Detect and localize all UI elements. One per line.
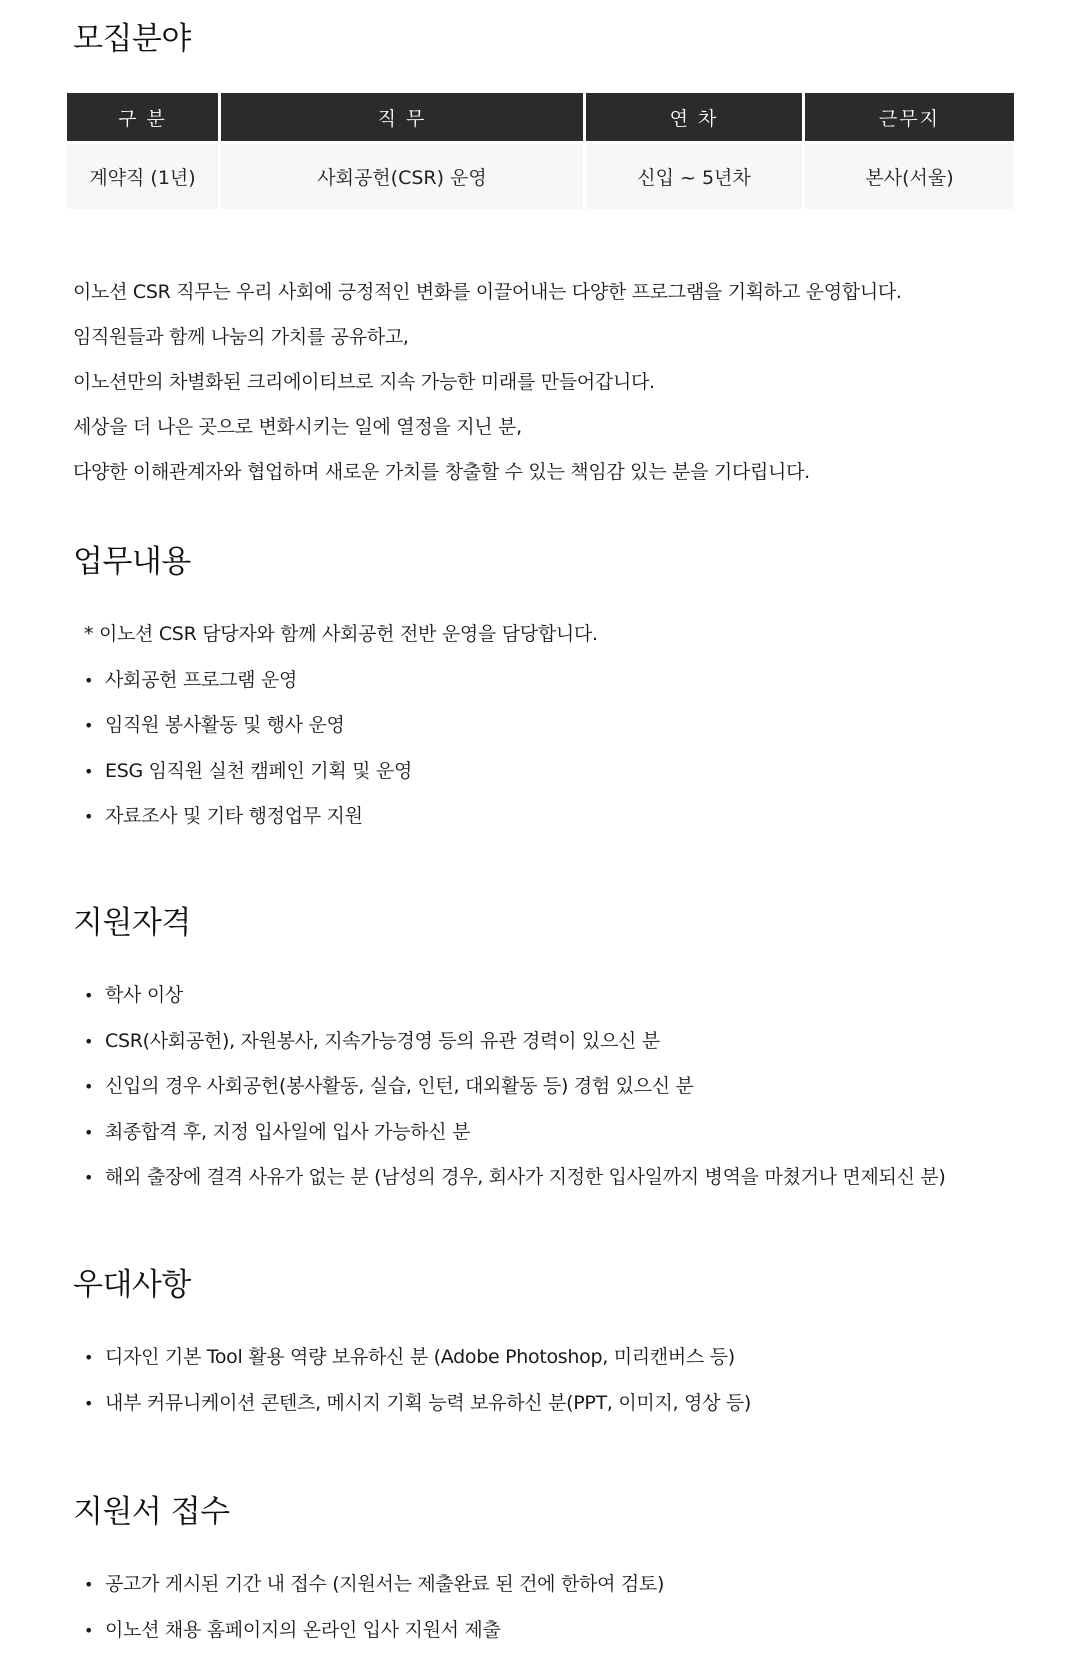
preferred-list <box>84 1335 1044 1426</box>
list-item-text: 내부 커뮤니케이션 콘텐츠, 메시지 기획 능력 보유하신 분(PPT, 이미지, 영상 등) <box>105 1391 752 1414</box>
bullet-icon: • <box>84 986 94 1005</box>
intro-line: 임직원들과 함께 나눔의 가치를 공유하고, <box>73 326 409 348</box>
cell-job: 사회공헌(CSR) 운영 <box>221 141 583 209</box>
list-item-text: 최종합격 후, 지정 입사일에 입사 가능하신 분 <box>105 1120 471 1143</box>
list-item <box>84 1335 1044 1381</box>
section-title-application: 지원서 접수 <box>73 1494 230 1530</box>
list-item-text: 학사 이상 <box>105 984 183 1006</box>
list-item <box>84 703 1044 749</box>
section-title-recruit: 모집분야 <box>73 21 191 57</box>
list-item-text: 해외 출장에 결격 사유가 없는 분 (남성의 경우, 회사가 지정한 입사일까지 병역을 마쳤거나 면제되신 분) <box>105 1166 946 1188</box>
intro-line: 이노션만의 차별화된 크리에이티브로 지속 가능한 미래를 만들어갑니다. <box>73 371 655 393</box>
application-list <box>84 1562 1044 1653</box>
bullet-icon: • <box>84 716 94 735</box>
bullet-icon: • <box>84 1031 94 1051</box>
cell-location: 본사(서울) <box>805 141 1014 209</box>
bullet-icon: • <box>84 1168 94 1187</box>
intro-line: 다양한 이해관계자와 협업하며 새로운 가치를 창출할 수 있는 책임감 있는 분을 기다립니다. <box>73 461 810 483</box>
section-title-preferred: 우대사항 <box>73 1267 191 1303</box>
bullet-icon: • <box>84 807 94 826</box>
list-item <box>84 1155 1044 1201</box>
bullet-icon: • <box>84 1122 94 1142</box>
bullet-icon: • <box>84 670 94 690</box>
list-item <box>84 1019 1044 1065</box>
list-item <box>84 973 1044 1019</box>
header-experience: 연 차 <box>586 93 802 141</box>
list-item <box>84 1381 1044 1427</box>
list-item <box>84 1608 1044 1654</box>
bullet-icon: • <box>84 1077 94 1096</box>
list-item-text: 공고가 게시된 기간 내 접수 (지원서는 제출완료 된 건에 한하여 검토) <box>105 1573 665 1595</box>
list-item <box>84 1562 1044 1608</box>
list-item <box>84 658 1044 704</box>
bullet-icon: • <box>84 1393 94 1413</box>
bullet-icon: • <box>84 1575 94 1594</box>
header-location: 근무지 <box>805 93 1014 141</box>
list-item-text: CSR(사회공헌), 자원봉사, 지속가능경영 등의 유관 경력이 있으신 분 <box>105 1029 660 1052</box>
section-title-qualifications: 지원자격 <box>73 905 191 941</box>
qualifications-list <box>84 973 1044 1201</box>
section-title-duties: 업무내용 <box>73 544 191 580</box>
cell-experience: 신입 ~ 5년차 <box>586 141 802 209</box>
list-item-text: ESG 임직원 실천 캠페인 기획 및 운영 <box>105 759 413 782</box>
bullet-icon: • <box>84 761 94 781</box>
intro-line: 세상을 더 나은 곳으로 변화시키는 일에 열정을 지닌 분, <box>73 416 522 438</box>
bullet-icon: • <box>84 1620 94 1640</box>
list-item-text: 디자인 기본 Tool 활용 역량 보유하신 분 (Adobe Photoshop, 미리캔버스 등) <box>105 1346 735 1368</box>
list-item-text: 사회공헌 프로그램 운영 <box>105 668 298 691</box>
table-row <box>67 141 1014 209</box>
list-item-text: 신입의 경우 사회공헌(봉사활동, 실습, 인턴, 대외활동 등) 경험 있으신 분 <box>105 1075 694 1097</box>
recruit-table <box>64 93 1017 209</box>
duties-list <box>84 612 1044 840</box>
header-category: 구 분 <box>67 93 218 141</box>
list-item-text: 이노션 채용 홈페이지의 온라인 입사 지원서 제출 <box>105 1618 501 1641</box>
bullet-icon: • <box>84 1348 94 1367</box>
header-job: 직 무 <box>221 93 583 141</box>
table-header-row <box>67 93 1014 141</box>
intro-text <box>73 270 1033 495</box>
list-item-text: 자료조사 및 기타 행정업무 지원 <box>105 805 363 827</box>
cell-category: 계약직 (1년) <box>67 141 218 209</box>
intro-line: 이노션 CSR 직무는 우리 사회에 긍정적인 변화를 이끌어내는 다양한 프로그램을 기획하고 운영합니다. <box>73 281 902 303</box>
list-item <box>84 749 1044 795</box>
list-item-text: 임직원 봉사활동 및 행사 운영 <box>105 714 345 736</box>
duties-note: * 이노션 CSR 담당자와 함께 사회공헌 전반 운영을 담당합니다. <box>84 623 598 645</box>
list-item <box>84 794 1044 840</box>
list-item <box>84 1064 1044 1110</box>
list-item <box>84 1110 1044 1156</box>
